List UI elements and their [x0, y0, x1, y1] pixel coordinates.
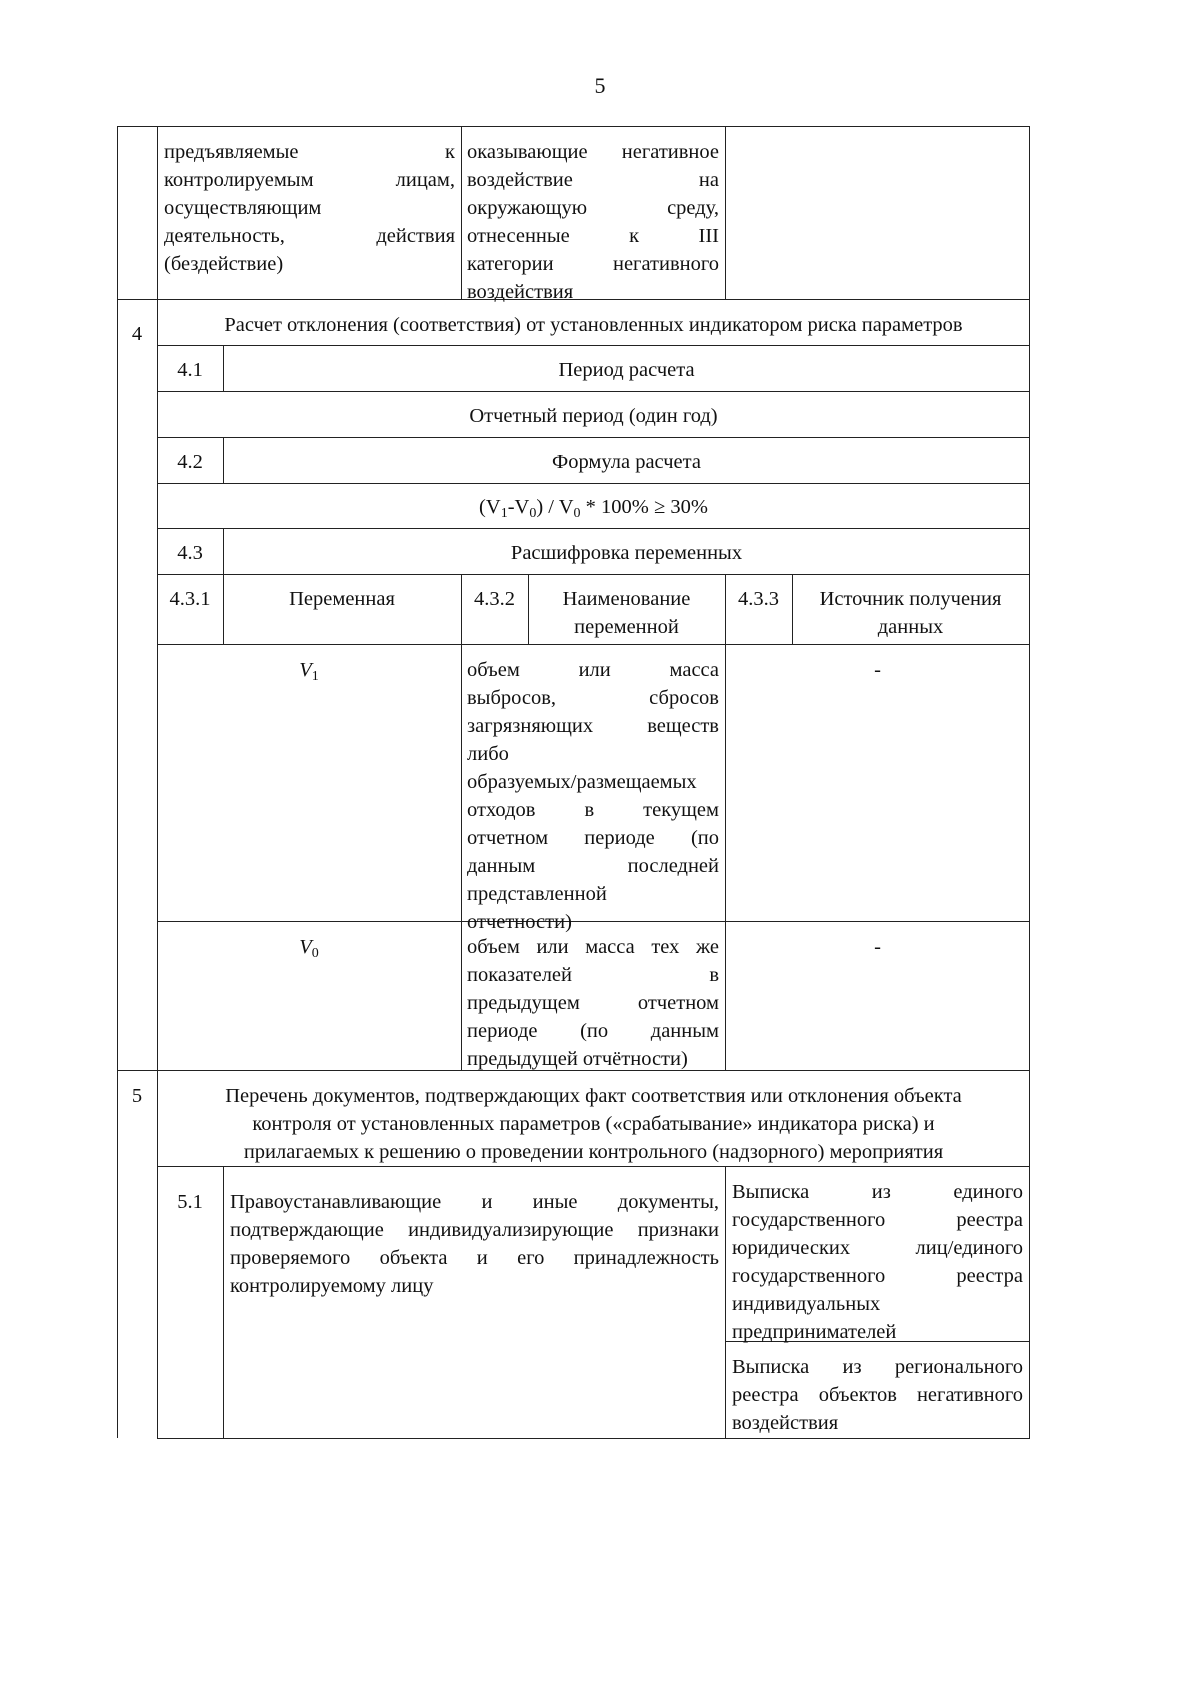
continued-objects-text: оказывающие негативное воздействие на окружающую среду, отнесенные к III категории негативного воздействия: [467, 141, 719, 303]
variable-v0-source: -: [874, 936, 881, 958]
variable-v1-symbol: $V_1$: [299, 659, 319, 684]
section-5-title: Перечень документов, подтверждающих факт соответствия или отклонения объекта контроля от установленных параметров («срабатывание» индикатора риска) и прилагаемых к решению о проведении контрольного (надзорного) мероприятия: [225, 1085, 962, 1163]
section-5-number: 5: [131, 1085, 143, 1107]
row-4-1-number: 4.1: [177, 359, 203, 381]
row-4-3-label: Расшифровка переменных: [510, 542, 743, 564]
header-4-3-2-number: 4.3.2: [474, 588, 515, 610]
variable-v0-description: объем или масса тех же показателей в предыдущем отчетном периоде (по данным предыдущей отчётности): [467, 936, 719, 1070]
calculation-formula: $(V_1-V_0) / V_0 * 100\% \ge 30\%$: [479, 496, 708, 521]
row-5-1-description: Правоустанавливающие и иные документы, подтверждающие индивидуализирующие признаки проверяемого объекта и его принадлежность контролируемому лицу: [230, 1191, 719, 1297]
reporting-period-value: Отчетный период (один год): [469, 405, 718, 427]
document-egrul-egrip-extract: Выписка из единого государственного реестра юридических лиц/единого государственного реестра индивидуальных предпринимателей: [732, 1181, 1023, 1343]
row-4-2-number: 4.2: [177, 451, 203, 473]
section-4-number: 4: [131, 323, 143, 345]
variable-v1-description: объем или масса выбросов, сбросов загрязняющих веществ либо образуемых/размещаемых отходов в текущем отчетном периоде (по данным последней представленной отчетности): [467, 659, 719, 933]
section-4-title: Расчет отклонения (соответствия) от установленных индикатором риска параметров: [224, 314, 963, 336]
header-data-source: Источник получения данных: [819, 588, 1002, 638]
row-4-2-label: Формула расчета: [552, 451, 701, 473]
variable-v1-source: -: [874, 659, 881, 681]
row-4-3-number: 4.3: [177, 542, 203, 564]
page-number: 5: [594, 73, 606, 98]
continued-requirements-text: предъявляемые к контролируемым лицам, осуществляющим деятельность, действия (бездействие): [164, 141, 455, 275]
document-regional-registry-extract: Выписка из регионального реестра объектов негативного воздействия: [732, 1356, 1023, 1434]
variable-v0-symbol: $V_0$: [299, 936, 319, 961]
row-5-1-number: 5.1: [177, 1191, 203, 1213]
header-variable: Переменная: [289, 588, 395, 610]
row-4-1-label: Период расчета: [558, 359, 695, 381]
header-4-3-1-number: 4.3.1: [169, 588, 211, 610]
header-variable-name: Наименование переменной: [562, 588, 691, 638]
header-4-3-3-number: 4.3.3: [738, 588, 779, 610]
